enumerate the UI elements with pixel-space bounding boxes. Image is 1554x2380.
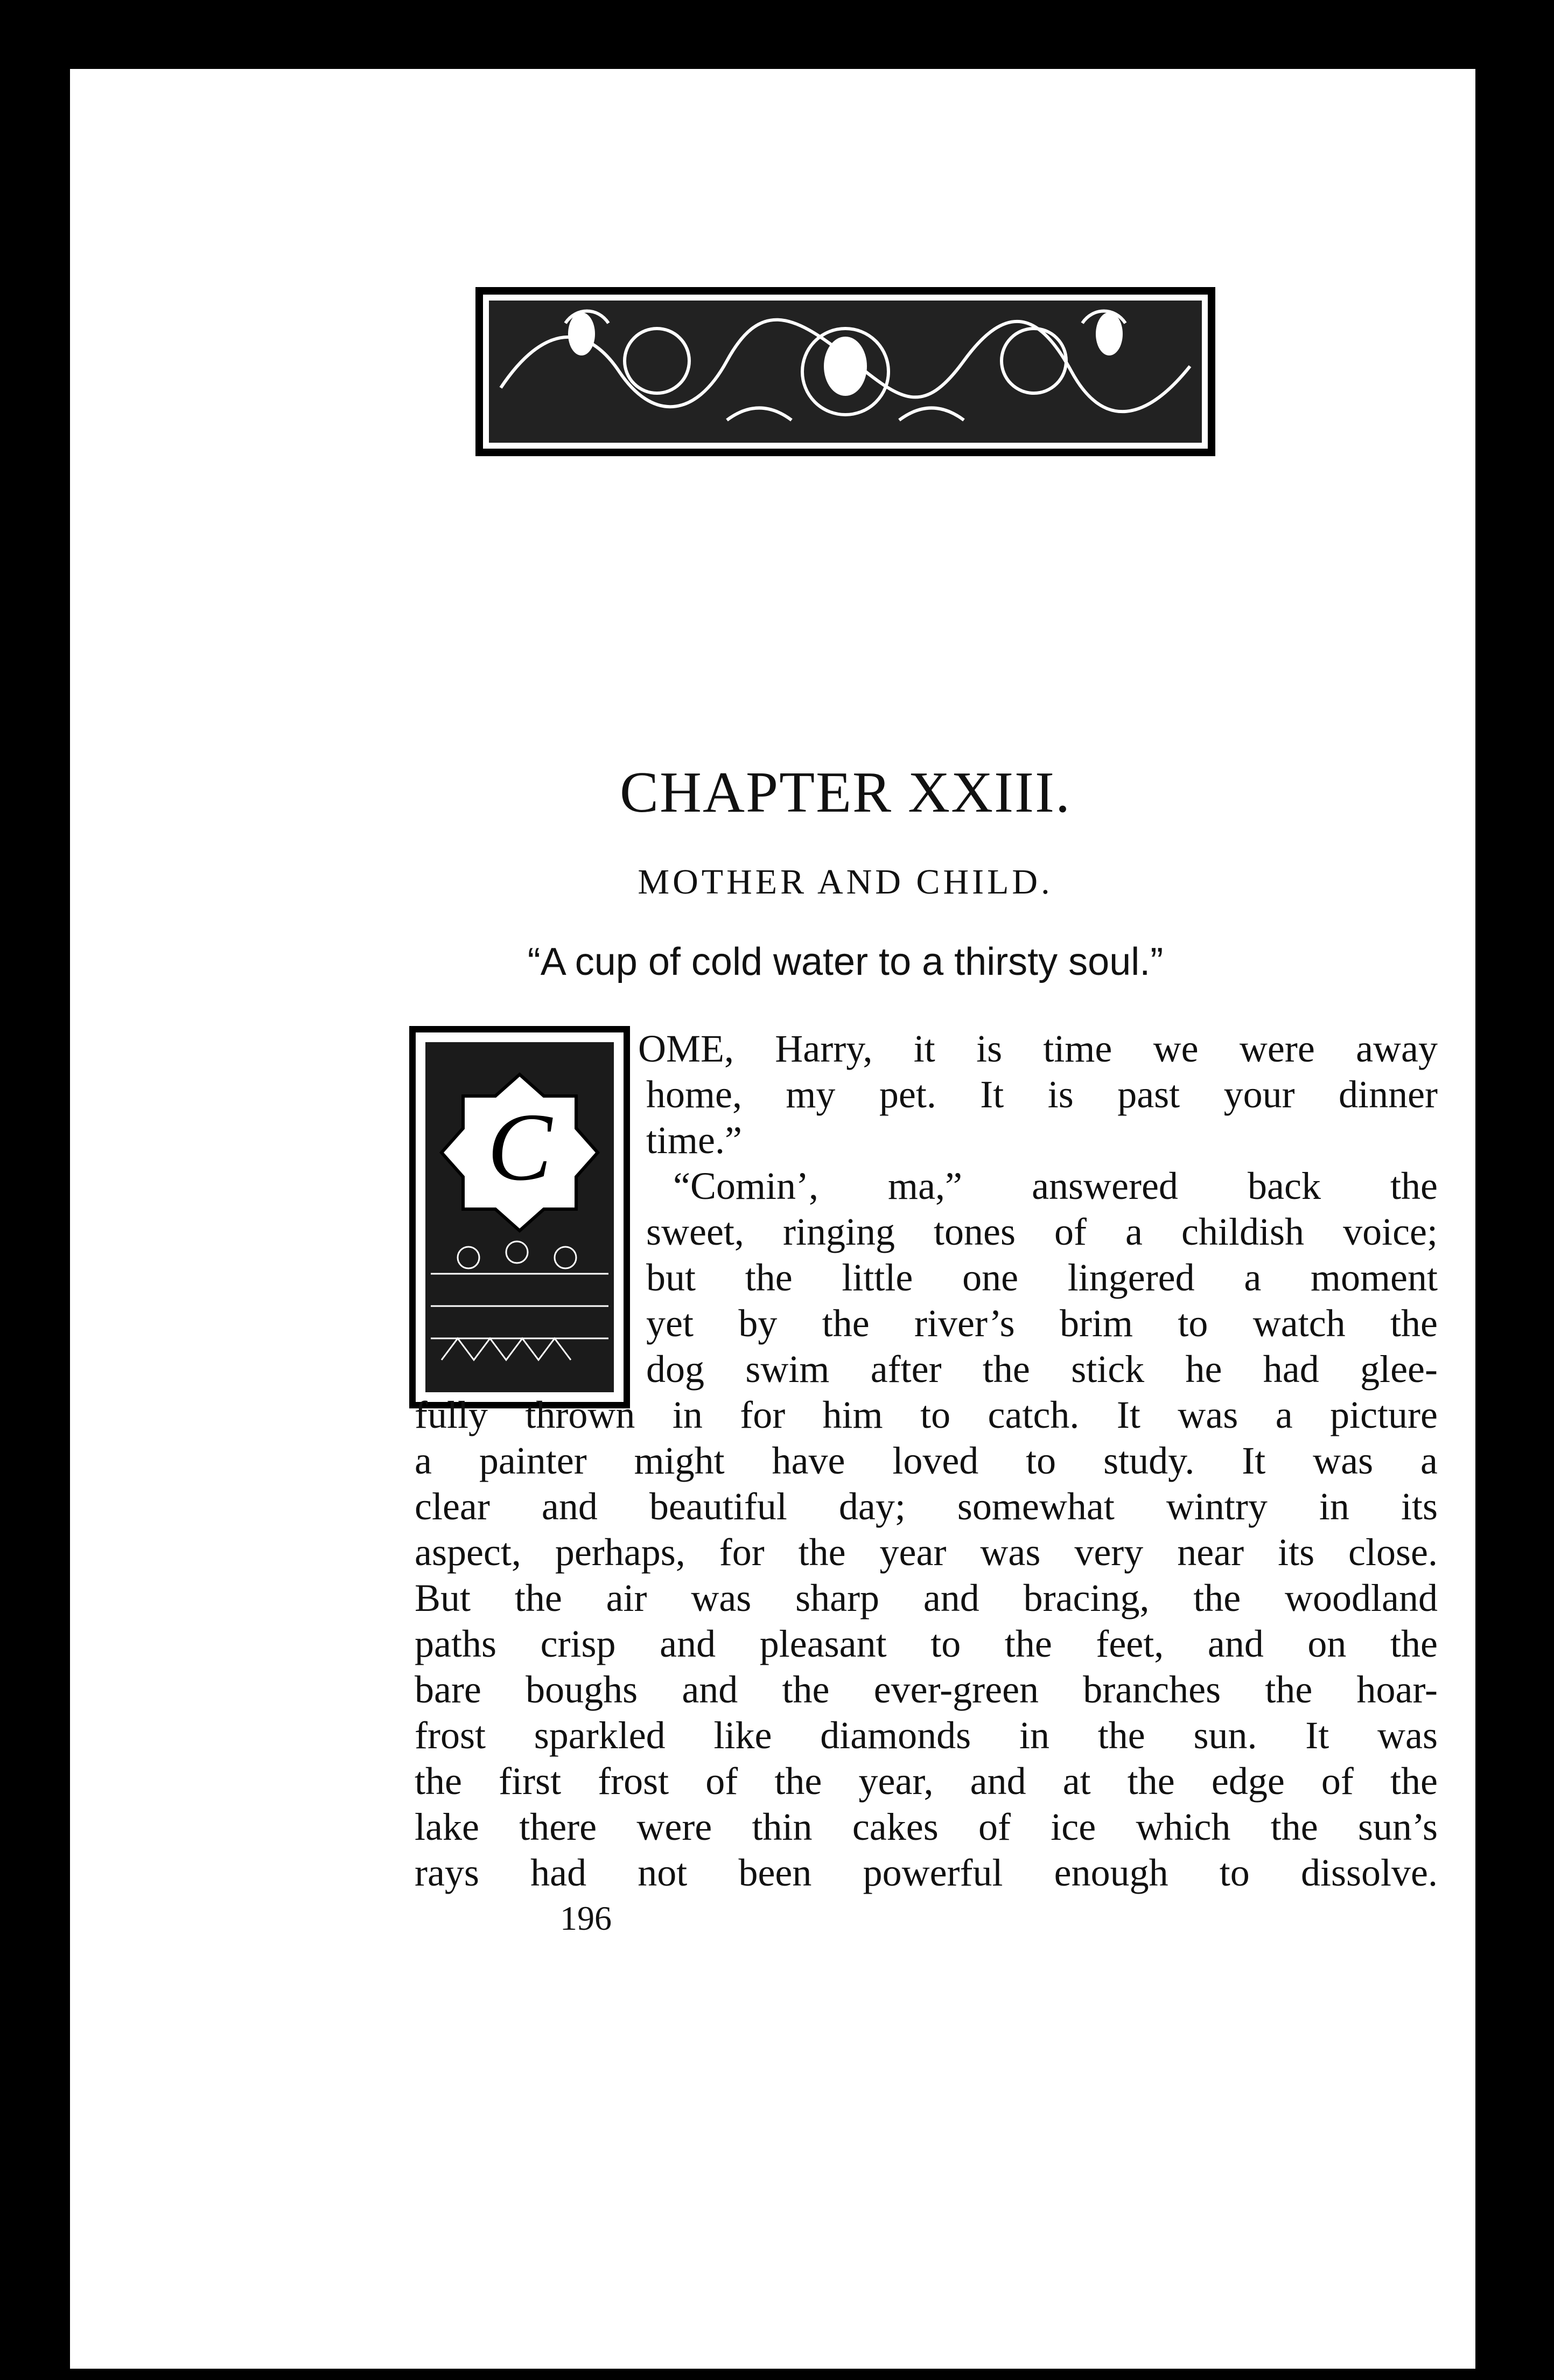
page-edge [1475,64,1500,2380]
text-line: dog swim after the stick he had glee- [646,1348,1438,1391]
text-line: OME, Harry, it is time we were away [638,1027,1438,1070]
text-line: time.” [646,1119,742,1162]
text-line: clear and beautiful day; somewhat wintry in its [415,1485,1438,1528]
text-line: paths crisp and pleasant to the feet, and on the [415,1622,1438,1665]
chapter-title: CHAPTER XXIII. [620,760,1071,825]
page-number: 196 [560,1899,612,1937]
chapter-epigraph: “A cup of cold water to a thirsty soul.” [527,940,1164,983]
text-line: aspect, perhaps, for the year was very near its close. [415,1531,1438,1574]
decorated-initial [409,1026,630,1408]
ornamental-headpiece [404,226,1287,506]
text-line: the first frost of the year, and at the edge of the [415,1760,1438,1803]
text-line: lake there were thin cakes of ice which the sun’s [415,1805,1438,1848]
text-line: but the little one lingered a moment [646,1256,1438,1299]
initial-letter: C [487,1093,552,1201]
text-line: frost sparkled like diamonds in the sun. It was [415,1714,1438,1757]
text-line: fully thrown in for him to catch. It was a picture [415,1393,1438,1436]
text-line: rays had not been powerful enough to dissolve. [415,1851,1438,1894]
chapter-subtitle: MOTHER AND CHILD. [638,862,1053,902]
text-line: home, my pet. It is past your dinner [646,1073,1438,1116]
text-line: “Comin’, ma,” answered back the [673,1164,1438,1208]
text-line: yet by the river’s brim to watch the [646,1302,1438,1345]
text-line: sweet, ringing tones of a childish voice; [646,1210,1438,1253]
text-line: bare boughs and the ever-green branches the hoar- [415,1668,1438,1711]
text-line: But the air was sharp and bracing, the woodland [415,1576,1438,1620]
text-line: a painter might have loved to study. It was a [415,1439,1438,1482]
